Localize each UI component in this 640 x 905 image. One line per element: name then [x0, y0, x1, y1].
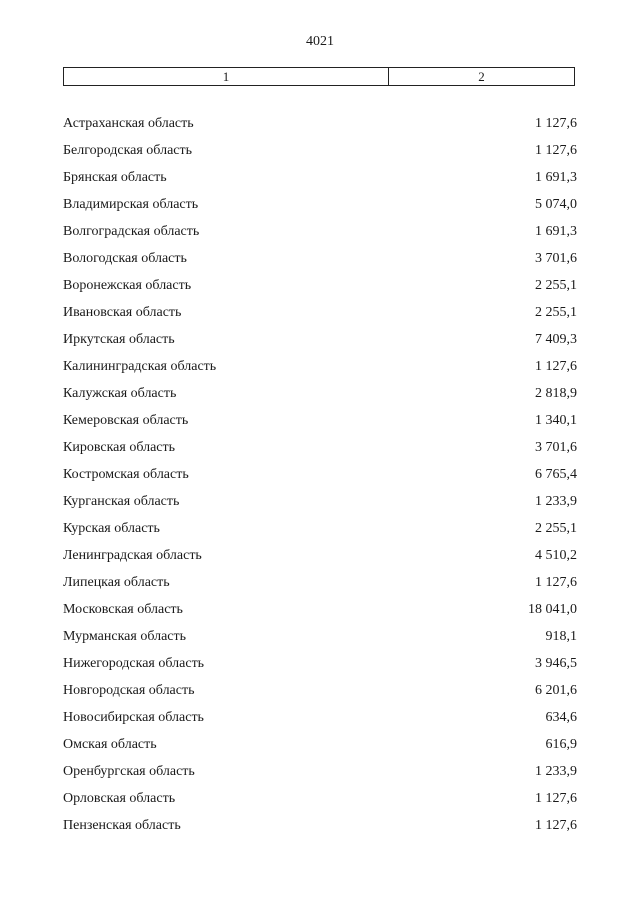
region-name: Ленинградская область	[63, 547, 202, 563]
region-value: 918,1	[545, 628, 577, 644]
table-row	[63, 731, 577, 758]
region-value: 1 127,6	[535, 358, 577, 374]
region-value: 3 701,6	[535, 250, 577, 266]
table-row	[63, 785, 577, 812]
region-value: 1 233,9	[535, 493, 577, 509]
region-value: 1 127,6	[535, 790, 577, 806]
region-name: Калужская область	[63, 385, 177, 401]
region-value: 1 691,3	[535, 223, 577, 239]
region-name: Брянская область	[63, 169, 167, 185]
table-row	[63, 704, 577, 731]
header-col-1: 1	[64, 68, 389, 85]
table-row	[63, 569, 577, 596]
region-value: 1 127,6	[535, 142, 577, 158]
region-name: Белгородская область	[63, 142, 193, 158]
table-row	[63, 380, 577, 407]
region-value: 6 765,4	[535, 466, 577, 482]
region-name: Нижегородская область	[63, 655, 205, 671]
region-name: Липецкая область	[63, 574, 170, 590]
table-row	[63, 218, 577, 245]
region-name: Орловская область	[63, 790, 176, 806]
table-row	[63, 299, 577, 326]
table-row	[63, 650, 577, 677]
region-name: Кемеровская область	[63, 412, 189, 428]
table-header	[63, 67, 575, 86]
region-name: Воронежская область	[63, 277, 192, 293]
table-row	[63, 515, 577, 542]
table-row	[63, 191, 577, 218]
table-row	[63, 542, 577, 569]
region-value: 18 041,0	[528, 601, 577, 617]
page-number: 4021	[306, 34, 334, 49]
header-col-2: 2	[478, 69, 485, 84]
region-value: 1 691,3	[535, 169, 577, 185]
region-name: Курская область	[63, 520, 160, 536]
table-row	[63, 245, 577, 272]
region-name: Новгородская область	[63, 682, 195, 698]
region-name: Владимирская область	[63, 196, 199, 212]
region-value: 6 201,6	[535, 682, 577, 698]
region-value: 1 127,6	[535, 115, 577, 131]
table-row	[63, 164, 577, 191]
region-value: 2 818,9	[535, 385, 577, 401]
region-name: Новосибирская область	[63, 709, 204, 725]
region-name: Волгоградская область	[63, 223, 200, 239]
region-name: Оренбургская область	[63, 763, 195, 779]
table-row	[63, 434, 577, 461]
region-value: 7 409,3	[535, 331, 577, 347]
region-name: Пензенская область	[63, 817, 181, 833]
region-name: Московская область	[63, 601, 183, 617]
table-row	[63, 488, 577, 515]
region-name: Мурманская область	[63, 628, 187, 644]
region-value: 616,9	[545, 736, 577, 752]
region-name: Костромская область	[63, 466, 189, 482]
table-row	[63, 110, 577, 137]
region-table-body	[63, 110, 577, 839]
table-row	[63, 812, 577, 839]
table-row	[63, 326, 577, 353]
region-name: Иркутская область	[63, 331, 175, 347]
region-name: Калининградская область	[63, 358, 217, 374]
region-name: Астраханская область	[63, 115, 194, 131]
region-value: 4 510,2	[535, 547, 577, 563]
table-row	[63, 137, 577, 164]
region-name: Омская область	[63, 736, 157, 752]
table-row	[63, 596, 577, 623]
region-name: Кировская область	[63, 439, 176, 455]
region-name: Курганская область	[63, 493, 180, 509]
table-row	[63, 353, 577, 380]
region-value: 634,6	[545, 709, 577, 725]
region-name: Ивановская область	[63, 304, 182, 320]
table-row	[63, 623, 577, 650]
table-row	[63, 407, 577, 434]
region-value: 2 255,1	[535, 277, 577, 293]
region-value: 1 127,6	[535, 817, 577, 833]
table-row	[63, 461, 577, 488]
region-value: 3 946,5	[535, 655, 577, 671]
region-value: 1 340,1	[535, 412, 577, 428]
region-value: 1 127,6	[535, 574, 577, 590]
region-value: 2 255,1	[535, 304, 577, 320]
table-row	[63, 272, 577, 299]
region-value: 5 074,0	[535, 196, 577, 212]
region-value: 1 233,9	[535, 763, 577, 779]
region-name: Вологодская область	[63, 250, 187, 266]
table-row	[63, 677, 577, 704]
region-value: 2 255,1	[535, 520, 577, 536]
region-value: 3 701,6	[535, 439, 577, 455]
table-row	[63, 758, 577, 785]
